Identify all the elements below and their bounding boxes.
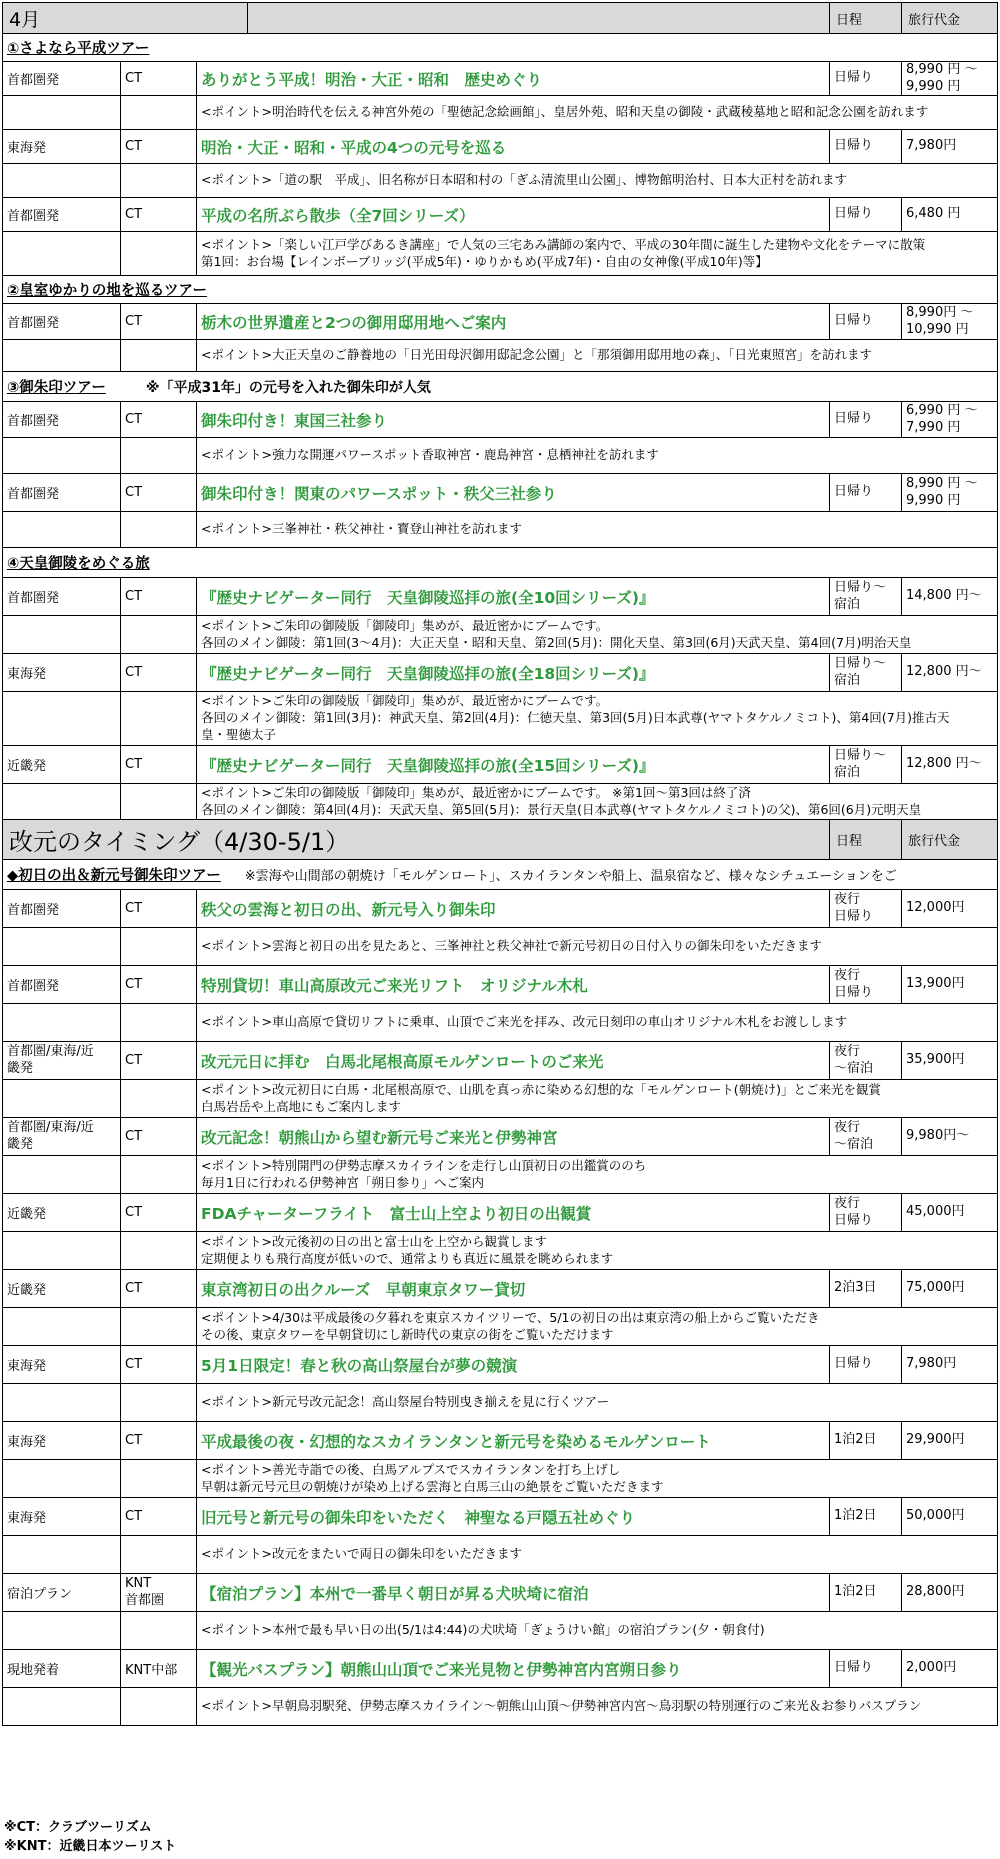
operator-cell-empty [120,1308,196,1345]
schedule-column-header: 日程 [829,820,901,859]
tour-row[interactable] [2,474,998,512]
point-row [2,1308,998,1346]
tour-row[interactable] [2,966,998,1004]
operator-cell-empty [120,340,196,371]
operator-cell: CT [120,1118,196,1155]
price-cell: 2,000円 [901,1650,997,1687]
point-row [2,1156,998,1194]
schedule-cell: 日帰り [829,474,901,511]
tour-title[interactable]: 東京湾初日の出クルーズ 早朝東京タワー貸切 [196,1270,829,1307]
point-text: <ポイント>大正天皇のご静養地の「日光田母沢御用邸記念公園」と「那須御用邸用地の森」、「日光東照宮」を訪れます [196,340,997,371]
point-row [2,438,998,474]
schedule-cell: 夜行 日帰り [829,890,901,927]
section-label: ②皇室ゆかりの地を巡るツアー [7,283,208,299]
point-text: <ポイント>特別開門の伊勢志摩スカイラインを走行し山頂初日の出鑑賞ののち 毎月1日に行われる伊勢神宮「朔日参り」へご案内 [196,1156,997,1193]
schedule-cell: 日帰り [829,1650,901,1687]
schedule-cell: 日帰り [829,198,901,231]
tour-row[interactable] [2,1346,998,1384]
section-label: ④天皇御陵をめぐる旅 [7,556,150,572]
tour-title[interactable]: ありがとう平成！明治・大正・昭和 歴史めぐり [196,62,829,95]
period-title: 改元のタイミング（4/30-5/1） [9,828,350,856]
section-header [2,276,998,304]
section-header [2,372,998,402]
operator-cell: CT [120,1194,196,1231]
schedule-cell: 夜行 ～宿泊 [829,1118,901,1155]
origin-cell-empty [3,438,120,473]
price-cell: 45,000円 [901,1194,997,1231]
operator-cell-empty [120,1080,196,1117]
operator-cell-empty [120,1460,196,1497]
tour-row[interactable] [2,890,998,928]
point-row [2,1536,998,1574]
tour-table [2,2,998,1726]
point-row [2,928,998,966]
price-cell: 29,900円 [901,1422,997,1459]
point-text: <ポイント>早朝鳥羽駅発、伊勢志摩スカイライン～朝熊山山頂～伊勢神宮内宮～鳥羽駅の特別運行のご来光＆お参りバスプラン [196,1688,997,1725]
operator-cell-empty [120,616,196,653]
origin-cell-empty [3,1156,120,1193]
origin-cell: 近畿発 [7,1283,47,1298]
operator-cell: CT [120,1422,196,1459]
price-cell: 75,000円 [901,1270,997,1307]
operator-cell: CT [120,402,196,437]
tour-row[interactable] [2,1650,998,1688]
tour-title[interactable]: 秩父の雲海と初日の出、新元号入り御朱印 [196,890,829,927]
tour-title[interactable]: 平成最後の夜・幻想的なスカイランタンと新元号を染めるモルゲンロート [196,1422,829,1459]
period-header [2,820,998,860]
tour-title[interactable]: 5月1日限定！春と秋の高山祭屋台が夢の競演 [196,1346,829,1383]
operator-cell-empty [120,1232,196,1269]
origin-cell-empty [3,616,120,653]
origin-cell: 首都圏/東海/近 畿発 [7,1120,94,1152]
section-label: ③御朱印ツアー [7,380,106,396]
tour-title[interactable]: 【観光バスプラン】朝熊山山頂でご来光見物と伊勢神宮内宮朔日参り [196,1650,829,1687]
origin-cell-empty [3,1004,120,1041]
tour-row[interactable] [2,1422,998,1460]
price-cell: 12,000円 [901,890,997,927]
operator-cell-empty [120,512,196,547]
origin-cell-empty [3,1536,120,1573]
point-row [2,1612,998,1650]
point-text: <ポイント>三峯神社・秩父神社・寳登山神社を訪れます [196,512,997,547]
point-row [2,340,998,372]
point-row [2,692,998,746]
origin-cell: 首都圏/東海/近 畿発 [7,1044,94,1076]
point-text: <ポイント>本州で最も早い日の出(5/1は4:44)の犬吠埼「ぎょうけい館」の宿泊プラン(夕・朝食付) [196,1612,997,1649]
price-cell: 9,980円～ [901,1118,997,1155]
tour-row[interactable] [2,578,998,616]
schedule-cell: 1泊2日 [829,1422,901,1459]
point-text: <ポイント>「道の駅 平成」、旧名称が日本昭和村の「ぎふ清流里山公園」、博物館明治村、日本大正村を訪れます [196,164,997,197]
section-label: ①さよなら平成ツアー [7,41,150,57]
operator-cell: CT [120,198,196,231]
origin-cell-empty [3,1384,120,1421]
price-column-header: 旅行代金 [901,3,997,33]
section-header [2,34,998,62]
tour-title[interactable]: 特別貸切！車山高原改元ご来光リフト オリジナル木札 [196,966,829,1003]
operator-cell-empty [120,164,196,197]
footnote-knt: ※KNT：近畿日本ツーリスト [4,1839,177,1854]
operator-cell: CT [120,1346,196,1383]
price-cell: 13,900円 [901,966,997,1003]
operator-cell: CT [120,966,196,1003]
tour-row[interactable] [2,1574,998,1612]
tour-title[interactable]: 【宿泊プラン】本州で一番早く朝日が昇る犬吠埼に宿泊 [196,1574,829,1611]
point-row [2,1460,998,1498]
operator-cell-empty [120,928,196,965]
section-header [2,548,998,578]
price-cell: 8,990 円 ～ 9,990 円 [901,474,997,511]
operator-cell: CT [120,654,196,691]
price-cell: 7,980円 [901,1346,997,1383]
operator-cell: CT [120,130,196,163]
operator-cell-empty [120,438,196,473]
month-header [2,2,998,34]
point-row [2,164,998,198]
origin-cell-empty [3,1080,120,1117]
point-row [2,96,998,130]
operator-cell: CT [120,1270,196,1307]
price-cell: 12,800 円～ [901,746,997,783]
operator-cell: CT [120,746,196,783]
tour-row[interactable] [2,1042,998,1080]
operator-cell-empty [120,232,196,275]
operator-cell-empty [120,96,196,129]
point-text: <ポイント>「楽しい江戸学びあるき講座」で人気の三宅あみ講師の案内で、平成の30年間に誕生した建物や文化をテーマに散策 第1回：お台場【レインボーブリッジ(平成5年)・ゆりかもめ(平成7年)・自由の女神像(平成10年)等】 [196,232,997,275]
point-text: <ポイント>新元号改元記念！高山祭屋台特別曳き揃えを見に行くツアー [196,1384,997,1421]
tour-row[interactable] [2,62,998,96]
origin-cell: 近畿発 [7,759,47,774]
point-text: <ポイント>強力な開運パワースポット香取神宮・鹿島神宮・息栖神社を訪れます [196,438,997,473]
origin-cell-empty [3,232,120,275]
tour-row[interactable] [2,1270,998,1308]
price-column-header: 旅行代金 [901,820,997,859]
point-text: <ポイント>改元をまたいで両日の御朱印をいただきます [196,1536,997,1573]
schedule-cell: 夜行 日帰り [829,966,901,1003]
origin-cell: 首都圏発 [7,73,60,88]
schedule-cell: 日帰り [829,1346,901,1383]
operator-cell: CT [120,1042,196,1079]
tour-row[interactable] [2,198,998,232]
operator-cell: KNT中部 [120,1650,196,1687]
point-row [2,1004,998,1042]
operator-cell-empty [120,692,196,745]
origin-cell-empty [3,1232,120,1269]
point-text: <ポイント>車山高原で貸切リフトに乗車、山頂でご来光を拝み、改元日刻印の車山オリジナル木札をお渡しします [196,1004,997,1041]
tour-row[interactable] [2,1194,998,1232]
point-text: <ポイント>4/30は平成最後の夕暮れを東京スカイツリーで、5/1の初日の出は東京湾の船上からご覧いただき その後、東京タワーを早朝貸切にし新時代の東京の街をご覧いただけます [196,1308,997,1345]
operator-cell: CT [120,62,196,95]
operator-cell: CT [120,1498,196,1535]
origin-cell: 東海発 [7,1511,47,1526]
origin-cell: 首都圏発 [7,316,60,331]
point-row [2,232,998,276]
origin-cell-empty [3,1612,120,1649]
point-row [2,784,998,820]
tour-title[interactable]: 改元記念！朝熊山から望む新元号ご来光と伊勢神宮 [196,1118,829,1155]
tour-title[interactable]: FDAチャーターフライト 富士山上空より初日の出観賞 [196,1194,829,1231]
tour-row[interactable] [2,1118,998,1156]
tour-row[interactable] [2,304,998,340]
price-cell: 35,900円 [901,1042,997,1079]
point-text: <ポイント>改元後初の日の出と富士山を上空から観賞します 定期便よりも飛行高度が低いので、通常よりも真近に風景を眺められます [196,1232,997,1269]
point-text: <ポイント>ご朱印の御陵版「御陵印」集めが、最近密かにブームです。 ※第1回～第3回は終了済 各回のメイン御陵：第4回(4月)：天武天皇、第5回(5月)：景行天皇(日本武尊(ヤマトタケルノミコト)の父)、第6回(6月)元明天皇 [196,784,997,819]
origin-cell: 宿泊プラン [7,1587,73,1602]
origin-cell: 首都圏発 [7,591,60,606]
origin-cell-empty [3,1308,120,1345]
origin-cell: 現地発着 [7,1663,60,1678]
point-row [2,1232,998,1270]
origin-cell-empty [3,512,120,547]
schedule-cell: 日帰り [829,130,901,163]
tour-title[interactable]: 御朱印付き！東国三社参り [196,402,829,437]
operator-cell: CT [120,474,196,511]
operator-cell-empty [120,784,196,819]
origin-cell: 東海発 [7,1359,47,1374]
operator-cell-empty [120,1004,196,1041]
tour-title[interactable]: 平成の名所ぶら散歩（全7回シリーズ） [196,198,829,231]
header-divider [247,3,248,33]
section-header [2,860,998,890]
tour-title[interactable]: 明治・大正・昭和・平成の4つの元号を巡る [196,130,829,163]
origin-cell: 近畿発 [7,1207,47,1222]
schedule-cell: 夜行 ～宿泊 [829,1042,901,1079]
origin-cell-empty [3,1460,120,1497]
point-row [2,1384,998,1422]
tour-row[interactable] [2,746,998,784]
section-note: ※「平成31年」の元号を入れた御朱印が人気 [145,379,431,396]
schedule-cell: 日帰り～ 宿泊 [829,578,901,615]
tour-title[interactable]: 『歴史ナビゲーター同行 天皇御陵巡拝の旅(全15回シリーズ)』 [196,746,829,783]
origin-cell: 首都圏発 [7,903,60,918]
tour-title[interactable]: 御朱印付き！関東のパワースポット・秩父三社参り [196,474,829,511]
origin-cell: 首都圏発 [7,979,60,994]
tour-title[interactable]: 旧元号と新元号の御朱印をいただく 神聖なる戸隠五社めぐり [196,1498,829,1535]
operator-cell: CT [120,578,196,615]
operator-cell-empty [120,1156,196,1193]
point-text: <ポイント>改元初日に白馬・北尾根高原で、山肌を真っ赤に染める幻想的な「モルゲンロート(朝焼け)」とご来光を観賞 白馬岩岳や上高地にもご案内します [196,1080,997,1117]
section-note: ※雲海や山間部の朝焼け「モルゲンロート」、スカイランタンや船上、温泉宿など、様々なシチュエーションをご [244,869,897,884]
footnote-ct: ※CT：クラブツーリズム [4,1820,152,1835]
section-label: ◆初日の出＆新元号御朱印ツアー [7,868,221,884]
origin-cell-empty [3,1688,120,1725]
tour-title[interactable]: 『歴史ナビゲーター同行 天皇御陵巡拝の旅(全10回シリーズ)』 [196,578,829,615]
tour-row[interactable] [2,402,998,438]
tour-row[interactable] [2,130,998,164]
price-cell: 8,990円 ～ 10,990 円 [901,304,997,339]
operator-cell-empty [120,1688,196,1725]
price-cell: 6,990 円 ～ 7,990 円 [901,402,997,437]
point-row [2,1080,998,1118]
origin-cell-empty [3,164,120,197]
tour-title[interactable]: 改元元日に拝む 白馬北尾根高原モルゲンロートのご来光 [196,1042,829,1079]
schedule-cell: 日帰り [829,304,901,339]
origin-cell: 首都圏発 [7,487,60,502]
point-row [2,512,998,548]
origin-cell: 東海発 [7,667,47,682]
price-cell: 6,480 円 [901,198,997,231]
price-cell: 12,800 円～ [901,654,997,691]
schedule-column-header: 日程 [829,3,901,33]
footnotes [4,1818,176,1856]
point-text: <ポイント>善光寺詣での後、白馬アルプスでスカイランタンを打ち上げし 早朝は新元号元旦の朝焼けが染め上げる雲海と白馬三山の絶景をご覧いただきます [196,1460,997,1497]
schedule-cell: 1泊2日 [829,1498,901,1535]
point-text: <ポイント>ご朱印の御陵版「御陵印」集めが、最近密かにブームです。 各回のメイン御陵：第1回(3～4月)：大正天皇・昭和天皇、第2回(5月)：開化天皇、第3回(6月)天武天皇、第4回(7月)明治天皇 [196,616,997,653]
point-row [2,616,998,654]
schedule-cell: 日帰り [829,62,901,95]
schedule-cell: 1泊2日 [829,1574,901,1611]
origin-cell: 東海発 [7,141,47,156]
origin-cell: 首都圏発 [7,414,60,429]
point-text: <ポイント>明治時代を伝える神宮外苑の「聖徳記念絵画館」、皇居外苑、昭和天皇の御陵・武蔵稜墓地と昭和記念公園を訪れます [196,96,997,129]
operator-cell: CT [120,890,196,927]
price-cell: 14,800 円～ [901,578,997,615]
origin-cell-empty [3,692,120,745]
price-cell: 28,800円 [901,1574,997,1611]
month-title: 4月 [9,8,41,31]
schedule-cell: 夜行 日帰り [829,1194,901,1231]
tour-row[interactable] [2,654,998,692]
schedule-cell: 日帰り～ 宿泊 [829,654,901,691]
point-text: <ポイント>ご朱印の御陵版「御陵印」集めが、最近密かにブームです。 各回のメイン御陵：第1回(3月)：神武天皇、第2回(4月)：仁徳天皇、第3回(5月)日本武尊(ヤマトタケルノミコト)、第4回(7月)推古天 皇・聖徳太子 [196,692,997,745]
tour-title[interactable]: 栃木の世界遺産と2つの御用邸用地へご案内 [196,304,829,339]
origin-cell-empty [3,96,120,129]
schedule-cell: 2泊3日 [829,1270,901,1307]
tour-title[interactable]: 『歴史ナビゲーター同行 天皇御陵巡拝の旅(全18回シリーズ)』 [196,654,829,691]
operator-cell-empty [120,1612,196,1649]
tour-row[interactable] [2,1498,998,1536]
point-row [2,1688,998,1726]
price-cell: 7,980円 [901,130,997,163]
origin-cell: 首都圏発 [7,209,60,224]
schedule-cell: 日帰り [829,402,901,437]
operator-cell-empty [120,1536,196,1573]
price-cell: 8,990 円 ～ 9,990 円 [901,62,997,95]
point-text: <ポイント>雲海と初日の出を見たあと、三峯神社と秩父神社で新元号初日の日付入りの御朱印をいただきます [196,928,997,965]
schedule-cell: 日帰り～ 宿泊 [829,746,901,783]
origin-cell-empty [3,928,120,965]
price-cell: 50,000円 [901,1498,997,1535]
origin-cell-empty [3,340,120,371]
operator-cell-empty [120,1384,196,1421]
origin-cell-empty [3,784,120,819]
operator-cell: CT [120,304,196,339]
operator-cell: KNT 首都圏 [120,1574,196,1611]
origin-cell: 東海発 [7,1435,47,1450]
